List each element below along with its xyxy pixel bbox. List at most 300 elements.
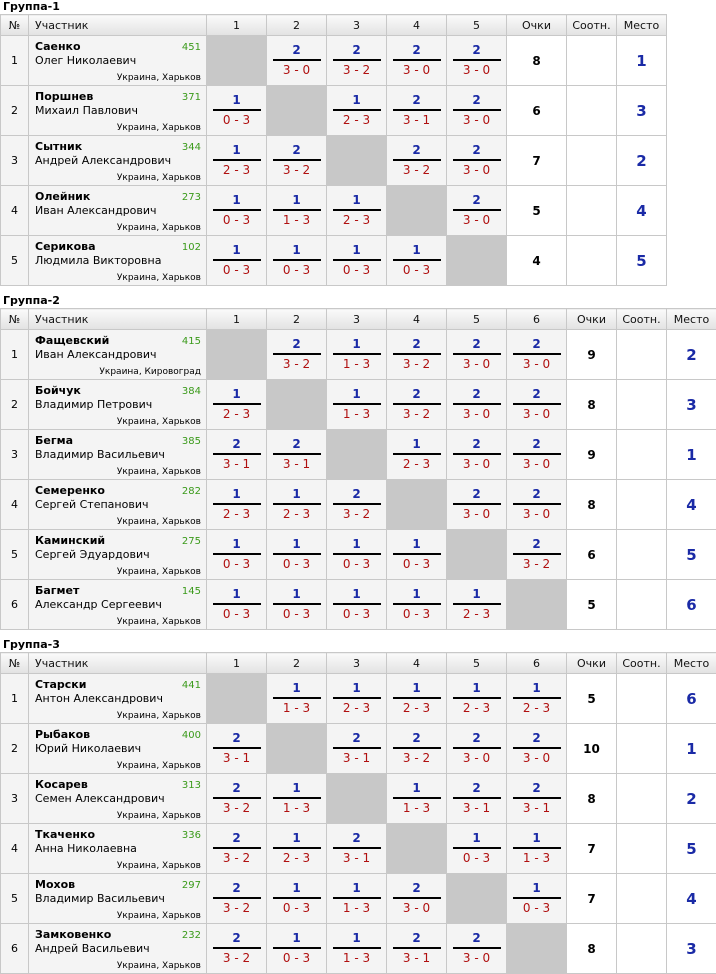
match-score: 2 - 3 xyxy=(387,699,446,717)
group-table xyxy=(0,308,716,630)
match-cell xyxy=(207,874,267,924)
place-cell: 2 xyxy=(667,774,716,824)
player-name: Иван Александрович xyxy=(35,348,157,361)
match-score: 3 - 1 xyxy=(387,949,446,967)
match-score: 2 - 3 xyxy=(267,849,326,867)
player-name: Владимир Васильевич xyxy=(35,892,165,905)
total-points: 7 xyxy=(567,874,617,924)
match-points: 2 xyxy=(333,486,381,505)
match-cell xyxy=(207,924,267,974)
player-cell xyxy=(29,430,207,480)
match-points: 1 xyxy=(333,680,381,699)
match-cell xyxy=(447,380,507,430)
match-score: 3 - 0 xyxy=(447,455,506,473)
table-row xyxy=(1,824,716,874)
player-cell xyxy=(29,136,207,186)
match-points: 2 xyxy=(453,486,501,505)
ratio-cell xyxy=(567,136,617,186)
match-points: 1 xyxy=(213,586,261,605)
player-name: Владимир Васильевич xyxy=(35,448,165,461)
match-points: 1 xyxy=(453,586,501,605)
match-points: 2 xyxy=(213,780,261,799)
match-cell xyxy=(387,774,447,824)
self-match-cell xyxy=(387,824,447,874)
match-points: 1 xyxy=(393,436,441,455)
player-cell xyxy=(29,236,207,286)
match-score: 0 - 3 xyxy=(207,555,266,573)
match-cell xyxy=(327,380,387,430)
match-points: 2 xyxy=(333,42,381,61)
row-number: 1 xyxy=(1,330,29,380)
header-round: 4 xyxy=(387,309,447,330)
place-cell: 6 xyxy=(667,674,716,724)
header-round: 2 xyxy=(267,653,327,674)
match-cell xyxy=(207,480,267,530)
match-points: 2 xyxy=(453,730,501,749)
match-score: 0 - 3 xyxy=(387,605,446,623)
match-score: 0 - 3 xyxy=(507,899,566,917)
self-match-cell xyxy=(387,480,447,530)
match-score: 0 - 3 xyxy=(267,899,326,917)
match-points: 1 xyxy=(273,536,321,555)
match-cell xyxy=(207,724,267,774)
player-rating: 451 xyxy=(182,42,201,53)
match-cell xyxy=(267,924,327,974)
player-name: Людмила Викторовна xyxy=(35,254,161,267)
match-points: 2 xyxy=(513,730,561,749)
self-match-cell xyxy=(267,380,327,430)
header-points: Очки xyxy=(567,309,617,330)
match-points: 2 xyxy=(513,536,561,555)
place-cell: 5 xyxy=(617,236,667,286)
match-cell xyxy=(267,430,327,480)
match-cell xyxy=(327,86,387,136)
match-score: 3 - 2 xyxy=(267,161,326,179)
player-city: Украина, Харьков xyxy=(117,273,201,283)
player-surname[interactable]: Поршнев xyxy=(35,90,93,103)
player-cell xyxy=(29,824,207,874)
player-rating: 232 xyxy=(182,930,201,941)
match-cell xyxy=(327,236,387,286)
match-score: 3 - 2 xyxy=(207,849,266,867)
place-cell: 6 xyxy=(667,580,716,630)
place-cell: 3 xyxy=(667,380,716,430)
header-ratio: Соотн. xyxy=(617,309,667,330)
row-number: 4 xyxy=(1,480,29,530)
header-ratio: Соотн. xyxy=(567,15,617,36)
match-points: 2 xyxy=(453,386,501,405)
match-points: 2 xyxy=(333,730,381,749)
total-points: 6 xyxy=(507,86,567,136)
match-score: 1 - 3 xyxy=(327,899,386,917)
player-surname[interactable]: Рыбаков xyxy=(35,728,90,741)
match-points: 1 xyxy=(333,242,381,261)
match-cell xyxy=(507,774,567,824)
match-cell xyxy=(267,36,327,86)
ratio-cell xyxy=(567,236,617,286)
place-cell: 1 xyxy=(617,36,667,86)
ratio-cell xyxy=(617,924,667,974)
header-round: 3 xyxy=(327,15,387,36)
match-cell xyxy=(507,724,567,774)
player-surname[interactable]: Каминский xyxy=(35,534,105,547)
match-score: 0 - 3 xyxy=(207,111,266,129)
match-cell xyxy=(207,186,267,236)
player-rating: 273 xyxy=(182,192,201,203)
ratio-cell xyxy=(617,824,667,874)
match-cell xyxy=(327,874,387,924)
header-place: Место xyxy=(667,309,716,330)
match-cell xyxy=(447,186,507,236)
match-points: 2 xyxy=(273,42,321,61)
match-cell xyxy=(507,380,567,430)
header-round: 1 xyxy=(207,309,267,330)
player-city: Украина, Харьков xyxy=(117,173,201,183)
match-points: 2 xyxy=(453,780,501,799)
match-points: 1 xyxy=(273,880,321,899)
match-points: 1 xyxy=(333,586,381,605)
match-score: 1 - 3 xyxy=(267,211,326,229)
match-cell xyxy=(207,86,267,136)
match-cell xyxy=(267,824,327,874)
table-row xyxy=(1,580,716,630)
match-points: 2 xyxy=(273,436,321,455)
player-cell xyxy=(29,186,207,236)
match-points: 1 xyxy=(273,780,321,799)
row-number: 2 xyxy=(1,86,29,136)
header-round: 6 xyxy=(507,653,567,674)
player-rating: 275 xyxy=(182,536,201,547)
group-table xyxy=(0,652,716,974)
place-cell: 2 xyxy=(667,330,716,380)
row-number: 2 xyxy=(1,724,29,774)
match-score: 0 - 3 xyxy=(387,261,446,279)
self-match-cell xyxy=(447,236,507,286)
match-points: 2 xyxy=(453,336,501,355)
match-points: 1 xyxy=(513,680,561,699)
match-cell xyxy=(207,136,267,186)
player-rating: 336 xyxy=(182,830,201,841)
match-score: 0 - 3 xyxy=(207,261,266,279)
match-cell xyxy=(327,824,387,874)
match-points: 2 xyxy=(453,42,501,61)
player-surname[interactable]: Олейник xyxy=(35,190,90,203)
match-cell xyxy=(267,530,327,580)
match-points: 1 xyxy=(513,830,561,849)
player-cell xyxy=(29,674,207,724)
match-cell xyxy=(507,674,567,724)
player-surname[interactable]: Замковенко xyxy=(35,928,111,941)
match-cell xyxy=(447,774,507,824)
player-surname[interactable]: Серикова xyxy=(35,240,96,253)
total-points: 4 xyxy=(507,236,567,286)
row-number: 3 xyxy=(1,430,29,480)
match-cell xyxy=(507,330,567,380)
match-score: 2 - 3 xyxy=(207,161,266,179)
player-cell xyxy=(29,330,207,380)
match-cell xyxy=(267,480,327,530)
player-cell xyxy=(29,86,207,136)
table-row xyxy=(1,186,667,236)
player-city: Украина, Харьков xyxy=(117,811,201,821)
self-match-cell xyxy=(447,874,507,924)
match-cell xyxy=(267,136,327,186)
match-score: 3 - 1 xyxy=(207,455,266,473)
match-score: 3 - 0 xyxy=(447,355,506,373)
player-cell xyxy=(29,580,207,630)
match-score: 1 - 3 xyxy=(507,849,566,867)
match-points: 2 xyxy=(393,386,441,405)
row-number: 6 xyxy=(1,580,29,630)
header-points: Очки xyxy=(507,15,567,36)
player-surname[interactable]: Бойчук xyxy=(35,384,81,397)
player-cell xyxy=(29,724,207,774)
header-round: 5 xyxy=(447,653,507,674)
header-round: 5 xyxy=(447,15,507,36)
player-rating: 441 xyxy=(182,680,201,691)
match-score: 0 - 3 xyxy=(387,555,446,573)
player-surname[interactable]: Ткаченко xyxy=(35,828,95,841)
match-cell xyxy=(387,380,447,430)
total-points: 5 xyxy=(507,186,567,236)
header-place: Место xyxy=(617,15,667,36)
player-rating: 102 xyxy=(182,242,201,253)
place-cell: 2 xyxy=(617,136,667,186)
player-name: Семен Александрович xyxy=(35,792,165,805)
group-title: Группа-2 xyxy=(3,294,60,307)
player-city: Украина, Харьков xyxy=(117,517,201,527)
match-cell xyxy=(447,430,507,480)
match-score: 0 - 3 xyxy=(207,605,266,623)
match-score: 0 - 3 xyxy=(447,849,506,867)
player-surname[interactable]: Семеренко xyxy=(35,484,105,497)
player-city: Украина, Харьков xyxy=(117,761,201,771)
player-city: Украина, Харьков xyxy=(117,73,201,83)
total-points: 5 xyxy=(567,580,617,630)
place-cell: 3 xyxy=(617,86,667,136)
match-cell xyxy=(447,330,507,380)
player-name: Андрей Александрович xyxy=(35,154,171,167)
player-surname[interactable]: Фащевский xyxy=(35,334,109,347)
match-cell xyxy=(267,874,327,924)
match-cell xyxy=(327,36,387,86)
player-city: Украина, Харьков xyxy=(117,467,201,477)
match-score: 3 - 2 xyxy=(387,749,446,767)
player-cell xyxy=(29,36,207,86)
header-num: № xyxy=(1,653,29,674)
match-cell xyxy=(327,580,387,630)
match-points: 2 xyxy=(453,92,501,111)
match-score: 3 - 0 xyxy=(447,405,506,423)
self-match-cell xyxy=(327,430,387,480)
player-surname[interactable]: Саенко xyxy=(35,40,81,53)
place-cell: 4 xyxy=(667,874,716,924)
match-score: 0 - 3 xyxy=(267,949,326,967)
player-name: Сергей Эдуардович xyxy=(35,548,150,561)
player-surname[interactable]: Косарев xyxy=(35,778,88,791)
table-row xyxy=(1,136,667,186)
player-city: Украина, Харьков xyxy=(117,861,201,871)
match-score: 2 - 3 xyxy=(207,505,266,523)
match-points: 1 xyxy=(273,930,321,949)
match-points: 2 xyxy=(393,142,441,161)
match-points: 2 xyxy=(393,730,441,749)
player-rating: 282 xyxy=(182,486,201,497)
total-points: 8 xyxy=(567,924,617,974)
total-points: 8 xyxy=(507,36,567,86)
match-points: 1 xyxy=(393,586,441,605)
header-round: 4 xyxy=(387,653,447,674)
player-city: Украина, Харьков xyxy=(117,417,201,427)
self-match-cell xyxy=(327,774,387,824)
match-cell xyxy=(207,380,267,430)
match-cell xyxy=(267,330,327,380)
match-score: 3 - 2 xyxy=(267,355,326,373)
match-cell xyxy=(447,824,507,874)
group-table xyxy=(0,14,667,286)
match-cell xyxy=(267,186,327,236)
match-cell xyxy=(447,136,507,186)
match-cell xyxy=(507,480,567,530)
match-points: 1 xyxy=(213,142,261,161)
match-score: 3 - 1 xyxy=(207,749,266,767)
player-surname[interactable]: Старски xyxy=(35,678,86,691)
header-round: 2 xyxy=(267,309,327,330)
player-cell xyxy=(29,380,207,430)
match-points: 2 xyxy=(213,880,261,899)
row-number: 6 xyxy=(1,924,29,974)
place-cell: 4 xyxy=(617,186,667,236)
table-row xyxy=(1,36,667,86)
row-number: 5 xyxy=(1,874,29,924)
match-score: 3 - 1 xyxy=(447,799,506,817)
player-name: Сергей Степанович xyxy=(35,498,148,511)
header-round: 1 xyxy=(207,653,267,674)
match-points: 1 xyxy=(213,486,261,505)
match-points: 1 xyxy=(213,92,261,111)
match-score: 3 - 0 xyxy=(387,61,446,79)
match-score: 3 - 2 xyxy=(327,505,386,523)
header-place: Место xyxy=(667,653,716,674)
match-points: 2 xyxy=(513,386,561,405)
match-cell xyxy=(207,236,267,286)
player-surname[interactable]: Мохов xyxy=(35,878,75,891)
player-city: Украина, Харьков xyxy=(117,567,201,577)
match-score: 3 - 0 xyxy=(507,405,566,423)
match-points: 1 xyxy=(333,880,381,899)
self-match-cell xyxy=(207,674,267,724)
match-score: 0 - 3 xyxy=(327,555,386,573)
match-points: 2 xyxy=(393,336,441,355)
total-points: 8 xyxy=(567,380,617,430)
player-surname[interactable]: Бегма xyxy=(35,434,73,447)
match-cell xyxy=(207,824,267,874)
match-points: 1 xyxy=(273,680,321,699)
match-score: 1 - 3 xyxy=(327,355,386,373)
player-rating: 297 xyxy=(182,880,201,891)
table-row xyxy=(1,530,716,580)
match-cell xyxy=(387,330,447,380)
player-surname[interactable]: Багмет xyxy=(35,584,79,597)
match-cell xyxy=(447,580,507,630)
match-cell xyxy=(447,480,507,530)
header-round: 4 xyxy=(387,15,447,36)
match-points: 2 xyxy=(453,192,501,211)
match-score: 2 - 3 xyxy=(447,605,506,623)
group-title: Группа-1 xyxy=(3,0,60,13)
header-player: Участник xyxy=(29,15,207,36)
row-number: 5 xyxy=(1,530,29,580)
match-points: 1 xyxy=(393,680,441,699)
header-round: 5 xyxy=(447,309,507,330)
header-player: Участник xyxy=(29,309,207,330)
ratio-cell xyxy=(617,480,667,530)
ratio-cell xyxy=(567,36,617,86)
match-cell xyxy=(387,674,447,724)
match-score: 3 - 1 xyxy=(327,849,386,867)
match-points: 2 xyxy=(453,436,501,455)
match-points: 2 xyxy=(513,436,561,455)
match-score: 1 - 3 xyxy=(327,949,386,967)
table-row xyxy=(1,724,716,774)
match-points: 1 xyxy=(273,192,321,211)
total-points: 9 xyxy=(567,330,617,380)
total-points: 7 xyxy=(567,824,617,874)
match-cell xyxy=(207,430,267,480)
match-cell xyxy=(387,530,447,580)
player-name: Александр Сергеевич xyxy=(35,598,162,611)
row-number: 1 xyxy=(1,36,29,86)
match-points: 2 xyxy=(213,436,261,455)
ratio-cell xyxy=(567,186,617,236)
match-points: 1 xyxy=(513,880,561,899)
match-score: 3 - 0 xyxy=(507,505,566,523)
match-points: 2 xyxy=(513,336,561,355)
match-points: 2 xyxy=(213,730,261,749)
match-score: 3 - 0 xyxy=(447,505,506,523)
match-cell xyxy=(387,86,447,136)
ratio-cell xyxy=(617,580,667,630)
player-rating: 415 xyxy=(182,336,201,347)
match-points: 2 xyxy=(393,930,441,949)
match-cell xyxy=(447,86,507,136)
table-row xyxy=(1,480,716,530)
match-points: 1 xyxy=(333,336,381,355)
match-score: 0 - 3 xyxy=(267,555,326,573)
player-city: Украина, Харьков xyxy=(117,223,201,233)
row-number: 5 xyxy=(1,236,29,286)
match-score: 3 - 0 xyxy=(447,161,506,179)
table-row xyxy=(1,380,716,430)
match-score: 2 - 3 xyxy=(327,699,386,717)
match-score: 3 - 0 xyxy=(387,899,446,917)
match-score: 2 - 3 xyxy=(207,405,266,423)
match-score: 0 - 3 xyxy=(267,605,326,623)
match-points: 1 xyxy=(213,386,261,405)
player-surname[interactable]: Сытник xyxy=(35,140,82,153)
self-match-cell xyxy=(507,924,567,974)
place-cell: 5 xyxy=(667,530,716,580)
match-score: 3 - 0 xyxy=(267,61,326,79)
player-name: Андрей Васильевич xyxy=(35,942,150,955)
match-cell xyxy=(327,530,387,580)
match-points: 2 xyxy=(213,930,261,949)
match-score: 3 - 2 xyxy=(207,799,266,817)
match-score: 0 - 3 xyxy=(207,211,266,229)
match-cell xyxy=(507,530,567,580)
player-city: Украина, Харьков xyxy=(117,911,201,921)
player-cell xyxy=(29,480,207,530)
